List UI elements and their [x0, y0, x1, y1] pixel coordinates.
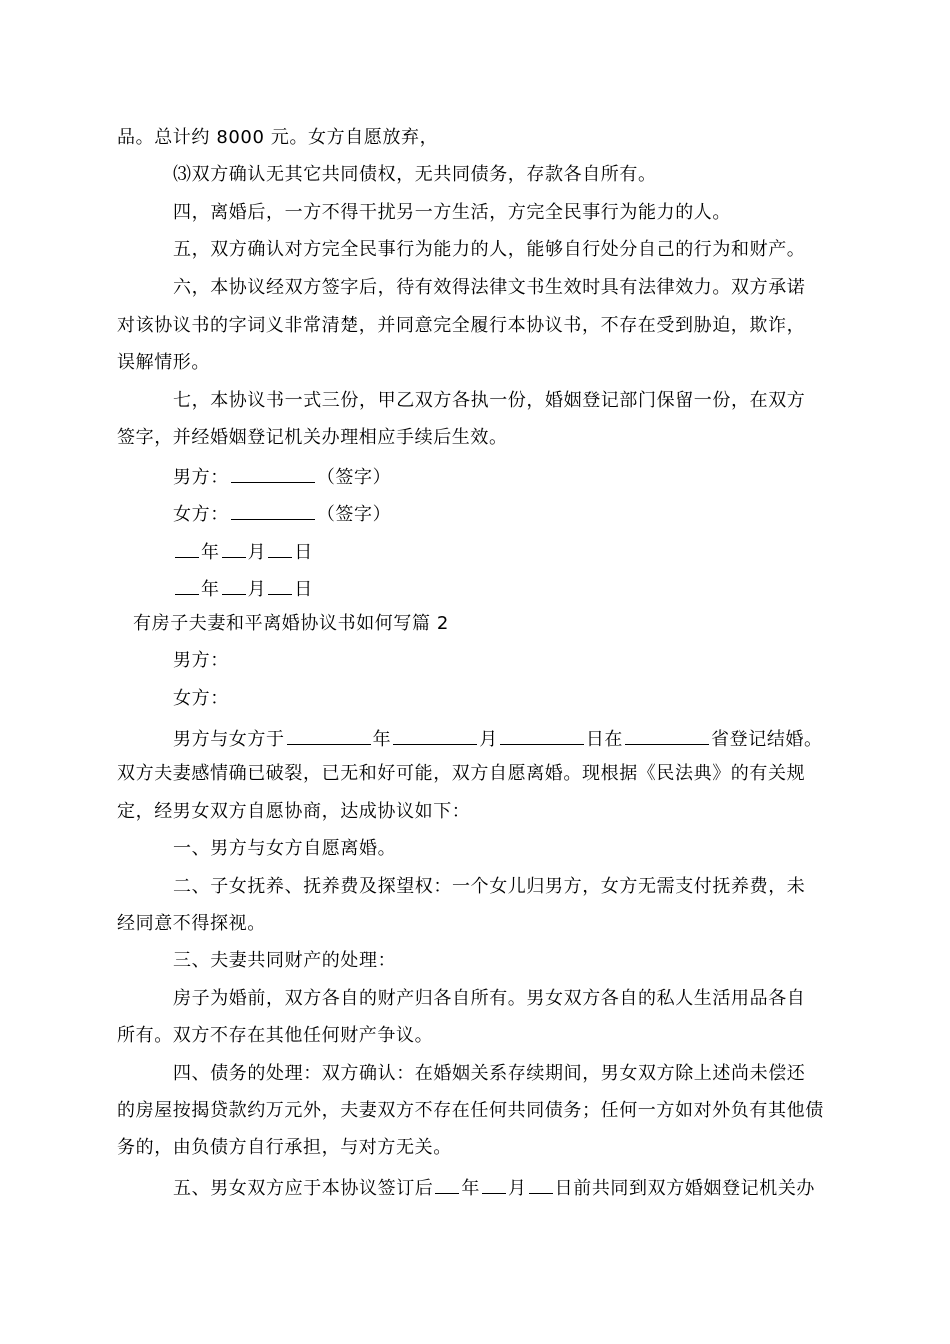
date-line: [173, 576, 893, 598]
label: 日在: [585, 729, 624, 750]
blank-field: [482, 1175, 506, 1194]
label: 年: [201, 542, 220, 563]
blank-field: [268, 539, 292, 558]
deadline-line: [173, 1175, 893, 1197]
signature-line-female: [173, 501, 893, 523]
paragraph-line: 双方夫妻感情确已破裂，已无和好可能，双方自愿离婚。现根据《民法典》的有关规: [117, 763, 806, 784]
label: 年: [201, 579, 220, 600]
label: 月: [247, 542, 267, 563]
paragraph-line: 七，本协议书一式三份，甲乙双方各执一份，婚姻登记部门保留一份，在双方: [173, 390, 806, 411]
paragraph-line: 所有。双方不存在其他任何财产争议。: [117, 1025, 434, 1046]
date-line: [173, 539, 893, 561]
label: 男方与女方于: [173, 729, 285, 750]
marriage-registration-line: [173, 726, 893, 748]
paragraph-line: 定，经男女双方自愿协商，达成协议如下：: [117, 801, 471, 822]
paragraph-line: 品。总计约 8000 元。女方自愿放弃，: [117, 127, 439, 148]
blank-field: [287, 726, 371, 745]
label: 月: [479, 729, 498, 750]
signature-line-male: [173, 464, 893, 486]
label: 日前共同到双方婚姻登记机关办: [554, 1178, 816, 1199]
label: 男方：: [173, 467, 229, 488]
paragraph-line: 二、子女抚养、抚养费及探望权：一个女儿归男方，女方无需支付抚养费，未: [173, 876, 806, 897]
blank-field: [625, 726, 709, 745]
paragraph-line: 男方：: [173, 650, 229, 671]
label: 女方：: [173, 504, 229, 525]
label: 日: [294, 579, 313, 600]
blank-field: [393, 726, 477, 745]
label: （签字）: [316, 467, 392, 488]
blank-field: [268, 576, 292, 595]
blank-field: [231, 501, 315, 520]
paragraph-line: 经同意不得探视。: [117, 913, 266, 934]
paragraph-line: 五，双方确认对方完全民事行为能力的人，能够自行处分自己的行为和财产。: [173, 239, 806, 260]
section-title: 有房子夫妻和平离婚协议书如何写篇 2: [133, 613, 449, 634]
paragraph-line: 误解情形。: [117, 352, 210, 373]
blank-field: [529, 1175, 553, 1194]
label: 年: [372, 729, 392, 750]
paragraph-line: 房子为婚前，双方各自的财产归各自所有。男女双方各自的私人生活用品各自: [173, 988, 806, 1009]
paragraph-line: 四，离婚后，一方不得干扰另一方生活，方完全民事行为能力的人。: [173, 202, 731, 223]
blank-field: [435, 1175, 459, 1194]
paragraph-line: 女方：: [173, 688, 229, 709]
blank-field: [222, 539, 246, 558]
label: 月: [508, 1178, 527, 1199]
label: 年: [461, 1178, 481, 1199]
label: 五、男女双方应于本协议签订后: [173, 1178, 434, 1199]
label: 省登记结婚。: [711, 729, 823, 750]
paragraph-line: 务的，由负债方自行承担，与对方无关。: [117, 1137, 452, 1158]
paragraph-line: 的房屋按揭贷款约万元外，夫妻双方不存在任何共同债务；任何一方如对外负有其他债: [117, 1100, 824, 1121]
label: 月: [247, 579, 267, 600]
blank-field: [175, 539, 199, 558]
blank-field: [222, 576, 246, 595]
label: （签字）: [316, 504, 392, 525]
paragraph-line: 六，本协议经双方签字后，待有效得法律文书生效时具有法律效力。双方承诺: [173, 277, 806, 298]
blank-field: [500, 726, 584, 745]
paragraph-line: ⑶双方确认无其它共同债权，无共同债务，存款各自所有。: [173, 164, 657, 185]
paragraph-line: 四、债务的处理：双方确认：在婚姻关系存续期间，男女双方除上述尚未偿还: [173, 1063, 806, 1084]
paragraph-line: 三、夫妻共同财产的处理：: [173, 950, 397, 971]
paragraph-line: 一、男方与女方自愿离婚。: [173, 838, 397, 859]
label: 日: [294, 542, 313, 563]
blank-field: [175, 576, 199, 595]
blank-field: [231, 464, 315, 483]
paragraph-line: 对该协议书的字词义非常清楚，并同意完全履行本协议书，不存在受到胁迫，欺诈，: [117, 315, 806, 336]
paragraph-line: 签字，并经婚姻登记机关办理相应手续后生效。: [117, 427, 508, 448]
